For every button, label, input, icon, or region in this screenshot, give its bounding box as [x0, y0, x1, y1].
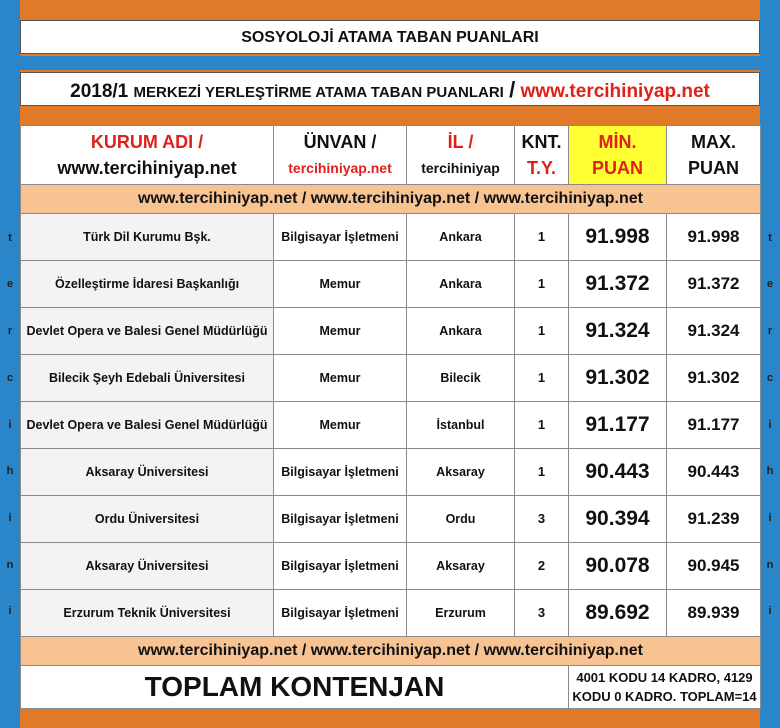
side-letter: i: [768, 419, 772, 431]
min-score-cell: 90.078: [569, 543, 667, 590]
institution-cell: Erzurum Teknik Üniversitesi: [21, 590, 274, 637]
title-cell: Bilgisayar İşletmeni: [274, 543, 407, 590]
city-cell: Ankara: [407, 214, 515, 261]
quota-cell: 1: [515, 261, 569, 308]
institution-cell: Bilecik Şeyh Edebali Üniversitesi: [21, 355, 274, 402]
side-letter: i: [8, 605, 12, 617]
table-row: [21, 449, 761, 496]
header-max-puan-label: PUAN: [687, 158, 739, 178]
header-il: [407, 126, 515, 185]
side-letter: n: [6, 559, 14, 571]
header-unvan: [274, 126, 407, 185]
max-score-cell: 91.372: [667, 261, 761, 308]
blue-divider: [20, 56, 760, 70]
side-letter: r: [7, 325, 13, 337]
header-kurum-site: www.tercihiniyap.net: [57, 158, 237, 178]
separator-slash: /: [297, 642, 311, 659]
header-kurum: [21, 126, 274, 185]
separator-link[interactable]: www.tercihiniyap.net: [310, 190, 471, 207]
min-score-cell: 91.998: [569, 214, 667, 261]
institution-cell: Aksaray Üniversitesi: [21, 543, 274, 590]
max-score-cell: 91.239: [667, 496, 761, 543]
city-cell: Erzurum: [407, 590, 515, 637]
left-side-border: [0, 0, 20, 728]
city-cell: Ordu: [407, 496, 515, 543]
side-letter: t: [8, 232, 12, 244]
title-cell: Bilgisayar İşletmeni: [274, 590, 407, 637]
quota-cell: 2: [515, 543, 569, 590]
city-cell: Bilecik: [407, 355, 515, 402]
max-score-cell: 90.945: [667, 543, 761, 590]
separator-link[interactable]: www.tercihiniyap.net: [138, 642, 298, 659]
table-row: [21, 308, 761, 355]
min-score-cell: 90.394: [569, 496, 667, 543]
table-header-row: [21, 126, 761, 185]
header-max-label: MAX.: [691, 132, 736, 152]
separator-link[interactable]: www.tercihiniyap.net: [483, 190, 643, 207]
max-score-cell: 90.443: [667, 449, 761, 496]
subtitle-site-link[interactable]: www.tercihiniyap.net: [520, 81, 710, 102]
max-score-cell: 91.998: [667, 214, 761, 261]
min-score-cell: 91.324: [569, 308, 667, 355]
subtitle-text: MERKEZİ YERLEŞTİRME ATAMA TABAN PUANLARI: [133, 84, 504, 101]
table-row: [21, 590, 761, 637]
institution-cell: Türk Dil Kurumu Bşk.: [21, 214, 274, 261]
city-cell: İstanbul: [407, 402, 515, 449]
side-letter: t: [768, 232, 772, 244]
title-cell: Memur: [274, 402, 407, 449]
quota-cell: 3: [515, 590, 569, 637]
min-score-cell: 90.443: [569, 449, 667, 496]
subtitle-slash: /: [509, 77, 516, 102]
min-score-cell: 91.372: [569, 261, 667, 308]
header-knt-label: KNT.: [521, 132, 562, 152]
title-cell: Bilgisayar İşletmeni: [274, 449, 407, 496]
title-cell: Bilgisayar İşletmeni: [274, 214, 407, 261]
side-letter: r: [767, 325, 773, 337]
title-cell: Memur: [274, 308, 407, 355]
institution-cell: Ordu Üniversitesi: [21, 496, 274, 543]
separator-slash: /: [470, 190, 484, 207]
total-row: [21, 666, 761, 709]
right-side-border: [760, 0, 780, 728]
bottom-bar: [20, 710, 760, 728]
institution-cell: Devlet Opera ve Balesi Genel Müdürlüğü: [21, 308, 274, 355]
city-cell: Aksaray: [407, 449, 515, 496]
score-table: [20, 125, 761, 709]
page-title: SOSYOLOJİ ATAMA TABAN PUANLARI: [20, 20, 760, 54]
side-letter: e: [766, 278, 774, 290]
total-note: 4001 KODU 14 KADRO, 4129 KODU 0 KADRO. TOPLAM=14: [569, 666, 761, 709]
max-score-cell: 89.939: [667, 590, 761, 637]
city-cell: Ankara: [407, 261, 515, 308]
side-letter: e: [6, 278, 14, 290]
table-row: [21, 402, 761, 449]
table-row: [21, 496, 761, 543]
header-unvan-label: ÜNVAN /: [303, 132, 377, 152]
side-letter: i: [768, 512, 772, 524]
header-unvan-site: tercihiniyap.net: [288, 160, 392, 176]
min-score-cell: 91.177: [569, 402, 667, 449]
header-il-site: tercihiniyap: [421, 160, 500, 176]
total-label: TOPLAM KONTENJAN: [21, 666, 569, 709]
header-max-puan: [667, 126, 761, 185]
side-letter: c: [6, 372, 14, 384]
subtitle-year: 2018/1: [70, 81, 129, 102]
quota-cell: 3: [515, 496, 569, 543]
institution-cell: Özelleştirme İdaresi Başkanlığı: [21, 261, 274, 308]
header-ty-label: T.Y.: [526, 158, 556, 178]
quota-cell: 1: [515, 308, 569, 355]
title-cell: Bilgisayar İşletmeni: [274, 496, 407, 543]
header-min-label: MİN.: [598, 132, 637, 152]
side-letter: n: [766, 559, 774, 571]
table-row: [21, 543, 761, 590]
title-cell: Memur: [274, 355, 407, 402]
separator-slash: /: [297, 190, 311, 207]
table-row: [21, 355, 761, 402]
header-min-puan: [569, 126, 667, 185]
side-letter: h: [6, 465, 14, 477]
quota-cell: 1: [515, 355, 569, 402]
header-il-label: İL /: [447, 132, 474, 152]
title-cell: Memur: [274, 261, 407, 308]
quota-cell: 1: [515, 449, 569, 496]
quota-cell: 1: [515, 402, 569, 449]
side-letter: i: [768, 605, 772, 617]
table-row: [21, 261, 761, 308]
side-letter: c: [766, 372, 774, 384]
table-row: [21, 214, 761, 261]
separator-link[interactable]: www.tercihiniyap.net: [138, 190, 298, 207]
header-min-puan-label: PUAN: [591, 158, 643, 178]
side-letter: h: [766, 465, 774, 477]
main-panel: [20, 0, 760, 728]
site-separator: [21, 185, 761, 214]
orange-divider: [20, 107, 760, 125]
side-letter: i: [8, 512, 12, 524]
separator-link[interactable]: www.tercihiniyap.net: [310, 642, 471, 659]
min-score-cell: 89.692: [569, 590, 667, 637]
min-score-cell: 91.302: [569, 355, 667, 402]
separator-link[interactable]: www.tercihiniyap.net: [483, 642, 643, 659]
max-score-cell: 91.324: [667, 308, 761, 355]
side-letter: i: [8, 419, 12, 431]
site-separator: [21, 637, 761, 666]
max-score-cell: 91.302: [667, 355, 761, 402]
city-cell: Ankara: [407, 308, 515, 355]
institution-cell: Aksaray Üniversitesi: [21, 449, 274, 496]
site-separator-row: [21, 637, 761, 666]
separator-slash: /: [470, 642, 484, 659]
institution-cell: Devlet Opera ve Balesi Genel Müdürlüğü: [21, 402, 274, 449]
city-cell: Aksaray: [407, 543, 515, 590]
table-body: [21, 214, 761, 637]
quota-cell: 1: [515, 214, 569, 261]
header-kontenjan: [515, 126, 569, 185]
max-score-cell: 91.177: [667, 402, 761, 449]
header-kurum-label: KURUM ADI /: [90, 132, 204, 152]
subtitle: [20, 72, 760, 106]
site-separator-row: [21, 185, 761, 214]
